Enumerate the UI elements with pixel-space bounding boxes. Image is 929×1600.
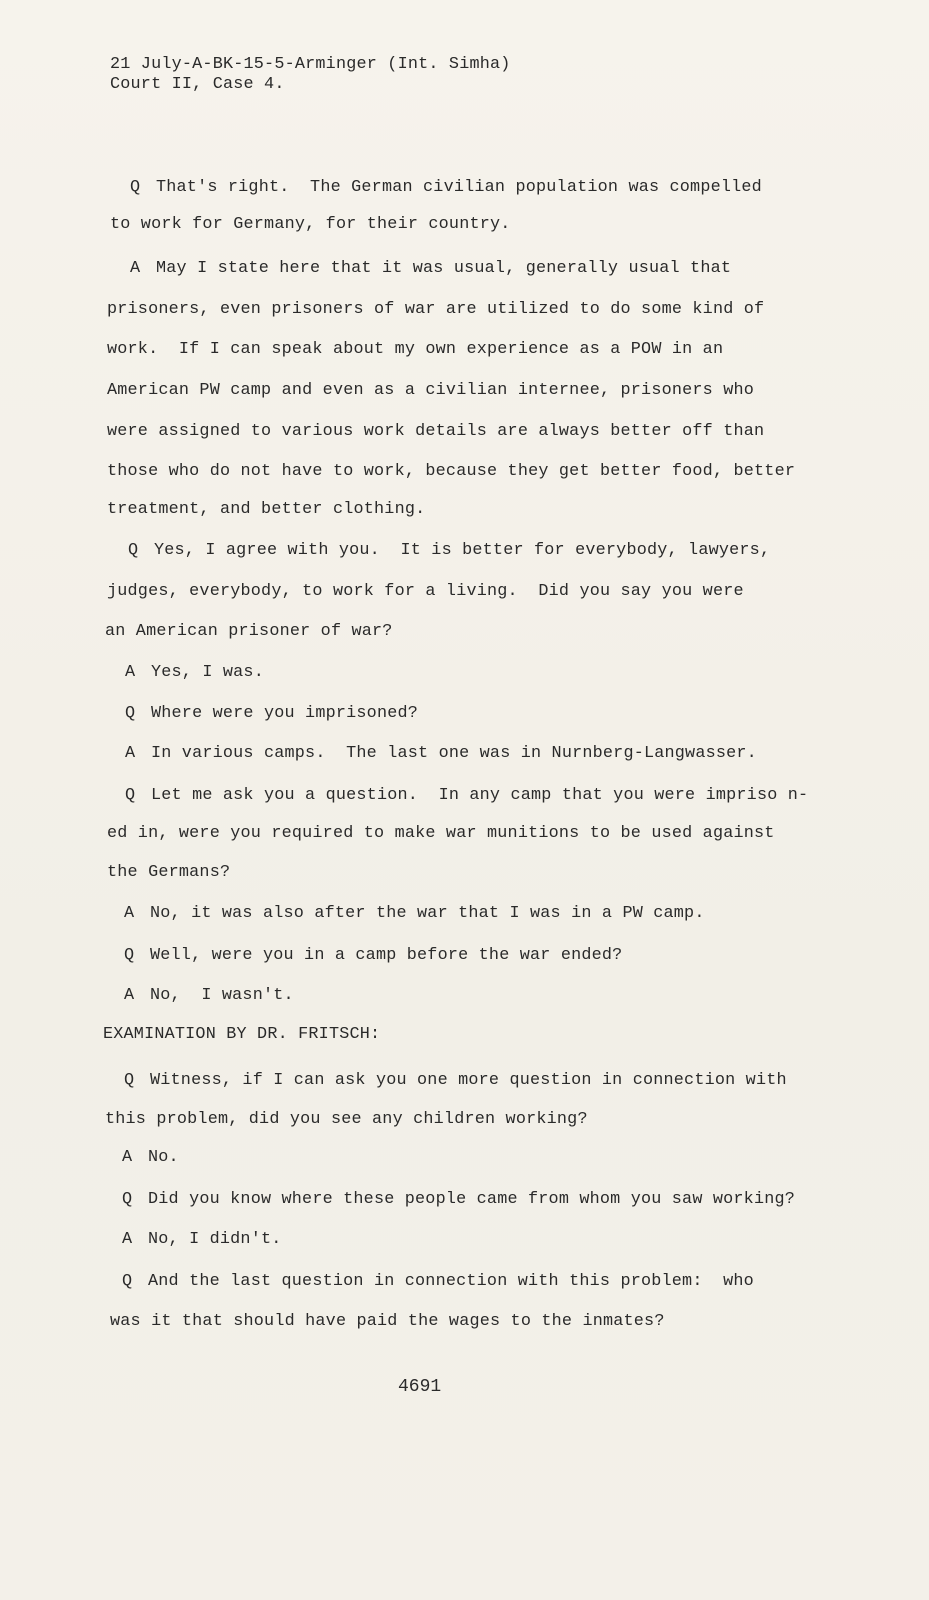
line-text: Well, were you in a camp before the war ended? (150, 946, 623, 965)
speaker-label: Q (128, 541, 139, 560)
testimony-line (107, 422, 764, 442)
testimony-line (107, 381, 754, 401)
testimony-line-question (125, 704, 418, 724)
testimony-line-answer (130, 259, 731, 279)
speaker-label: Q (122, 1190, 133, 1209)
testimony-line-answer (122, 1148, 179, 1168)
line-text: No. (148, 1148, 179, 1167)
line-text: No, it was also after the war that I was in a PW camp. (150, 904, 705, 923)
line-text: No, I didn't. (148, 1230, 282, 1249)
speaker-label: A (122, 1148, 133, 1167)
line-text: ed in, were you required to make war munitions to be used against (107, 824, 775, 843)
line-text: That's right. The German civilian population was compelled (156, 178, 762, 197)
speaker-label: A (124, 904, 135, 923)
speaker-label: Q (125, 704, 136, 723)
testimony-line-question (124, 1071, 787, 1091)
line-text: Did you know where these people came from whom you saw working? (148, 1190, 796, 1209)
speaker-label: Q (124, 1071, 135, 1090)
line-text: treatment, and better clothing. (107, 500, 426, 519)
testimony-line-answer (124, 986, 294, 1006)
testimony-line-question (130, 178, 762, 198)
header-line-1: 21 July-A-BK-15-5-Arminger (Int. Simha) (110, 55, 511, 74)
section-heading (103, 1025, 380, 1045)
line-text: Witness, if I can ask you one more question in connection with (150, 1071, 787, 1090)
speaker-label: Q (124, 946, 135, 965)
line-text: No, I wasn't. (150, 986, 294, 1005)
testimony-line (107, 340, 723, 360)
testimony-line (107, 582, 744, 602)
line-text: an American prisoner of war? (105, 622, 393, 641)
testimony-line-question (122, 1190, 795, 1210)
line-text: those who do not have to work, because they get better food, better (107, 462, 796, 481)
testimony-line (107, 863, 230, 883)
testimony-line-answer (124, 904, 705, 924)
testimony-line-question (125, 786, 808, 806)
speaker-label: A (122, 1230, 133, 1249)
speaker-label: A (130, 259, 141, 278)
testimony-line (107, 824, 775, 844)
line-text: was it that should have paid the wages to the inmates? (110, 1312, 665, 1331)
line-text: judges, everybody, to work for a living. Did you say you were (107, 582, 744, 601)
testimony-line-question (122, 1272, 754, 1292)
line-text: to work for Germany, for their country. (110, 215, 511, 234)
header-line-2: Court II, Case 4. (110, 75, 285, 94)
line-text: Let me ask you a question. In any camp that you were impriso n- (151, 786, 809, 805)
speaker-label: A (125, 663, 136, 682)
line-text: prisoners, even prisoners of war are utilized to do some kind of (107, 300, 765, 319)
testimony-line-question (128, 541, 770, 561)
line-text: Where were you imprisoned? (151, 704, 419, 723)
line-text: Yes, I was. (151, 663, 264, 682)
speaker-label: A (124, 986, 135, 1005)
line-text: this problem, did you see any children working? (105, 1110, 588, 1129)
testimony-line (105, 622, 393, 642)
testimony-line (107, 500, 425, 520)
line-text: the Germans? (107, 863, 231, 882)
testimony-line-answer (125, 663, 264, 683)
testimony-line (107, 462, 795, 482)
speaker-label: Q (122, 1272, 133, 1291)
speaker-label: Q (125, 786, 136, 805)
testimony-line (107, 300, 764, 320)
line-text: Yes, I agree with you. It is better for everybody, lawyers, (154, 541, 771, 560)
testimony-line (110, 1312, 665, 1332)
testimony-line (105, 1110, 588, 1130)
line-text: American PW camp and even as a civilian internee, prisoners who (107, 381, 755, 400)
testimony-line-answer (122, 1230, 282, 1250)
testimony-line-question (124, 946, 622, 966)
line-text: May I state here that it was usual, generally usual that (156, 259, 732, 278)
line-text: And the last question in connection with this problem: who (148, 1272, 754, 1291)
testimony-line (110, 215, 511, 235)
page-number: 4691 (398, 1377, 442, 1397)
testimony-line-answer (125, 744, 757, 764)
line-text: were assigned to various work details are always better off than (107, 422, 765, 441)
line-text: In various camps. The last one was in Nurnberg-Langwasser. (151, 744, 757, 763)
line-text: EXAMINATION BY DR. FRITSCH: (103, 1025, 381, 1044)
line-text: work. If I can speak about my own experience as a POW in an (107, 340, 724, 359)
speaker-label: A (125, 744, 136, 763)
speaker-label: Q (130, 178, 141, 197)
